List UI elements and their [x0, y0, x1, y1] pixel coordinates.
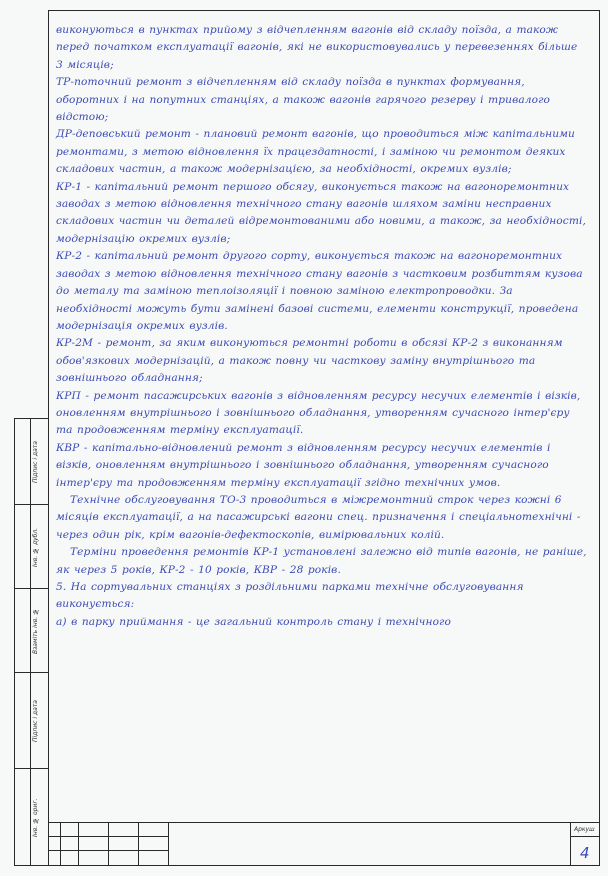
paragraph-intro: виконуються в пунктах прийому з відчепленням вагонів від складу поїзда, а також перед початком експлуатації вагонів, які не використовувались у перевезеннях більше 3 місяців;: [56, 24, 578, 71]
sheet-label: Аркуш: [574, 826, 595, 833]
paragraph-kr2m: КР-2М - ремонт, за яким виконуються ремонтні роботи в обсязі КР-2 з виконанням обов'язкових модернізацій, а також повну чи часткову заміну внутрішнього та зовнішнього обладнання;: [56, 337, 563, 385]
sheet-number: 4: [580, 844, 590, 862]
title-block: [48, 822, 600, 866]
paragraph-kr1: КР-1 - капітальний ремонт першого обсягу, виконується також на вагоноремонтних заводах з метою відновлення технічного стану вагонів шляхом заміни несправних складових частин чи деталей відремонтованими або новими, а також, за необхідності, модернізацію окремих вузлів;: [56, 180, 586, 245]
left-stamp-column: [14, 418, 48, 866]
handwritten-text-block: [56, 22, 588, 631]
paragraph-to3: Технічне обслуговування ТО-3 проводиться в міжремонтний строк через кожні 6 місяців експлуатації, а на пасажирські вагони спец. призначення і спеціальнотехнічні - через один рік, крім вагонів-дефектоскопів, вимірювальних колій.: [56, 493, 581, 541]
stamp-label-signature-date-2: Підпис і дата: [32, 700, 39, 742]
stamp-label-replace-inv: Взаміть інв. №: [32, 607, 39, 655]
paragraph-dr: ДР-деповський ремонт - плановий ремонт вагонів, що проводиться між капітальними ремонтами, з метою відновлення їх працездатності, і заміною чи ремонтом деяких складових частин, а також модернізацією, за необхідності, окремих вузлів;: [56, 128, 575, 176]
paragraph-item-a: а) в парку приймання - це загальний контроль стану і технічного: [56, 615, 451, 628]
paragraph-krp: КРП - ремонт пасажирських вагонів з відновленням ресурсу несучих елементів і візків, оновленням внутрішнього і зовнішнього обладнання, утворенням сучасного інтер'єру та продовженням терміну експлуатації.: [56, 389, 581, 437]
paragraph-tr: ТР-поточний ремонт з відчепленням від складу поїзда в пунктах формування, оборотних і на попутних станціях, а також вагонів гарячого резерву і тривалого відстою;: [56, 76, 551, 124]
paragraph-terms: Терміни проведення ремонтів КР-1 установлені залежно від типів вагонів, не раніше, як через 5 років, КР-2 - 10 років, КВР - 28 років.: [56, 546, 587, 576]
stamp-label-inv-orig: Інв. № ориг.: [32, 798, 39, 838]
stamp-label-inv-dubl: Інв. № дубл.: [32, 527, 39, 567]
paragraph-kvr: КВР - капітально-відновлений ремонт з відновленням ресурсу несучих елементів і візків, оновленням внутрішнього і зовнішнього обладнання, утворенням сучасного інтер'єру та продовженням терміну експлуатації згідно технічних умов.: [56, 441, 551, 489]
paragraph-kr2: КР-2 - капітальний ремонт другого сорту, виконується також на вагоноремонтних заводах з метою відновлення технічного стану вагонів з частковим розбиттям кузова до металу та заміною теплоізоляції і повною заміною електропроводки. За необхідності можуть бути замінені базові системи, елементи конструкції, проведена модернізація окремих вузлів.: [56, 250, 583, 332]
stamp-label-signature-date-1: Підпис і дата: [32, 441, 39, 483]
paragraph-section-5: 5. На сортувальних станціях з роздільними парками технічне обслуговування виконується:: [56, 581, 524, 611]
